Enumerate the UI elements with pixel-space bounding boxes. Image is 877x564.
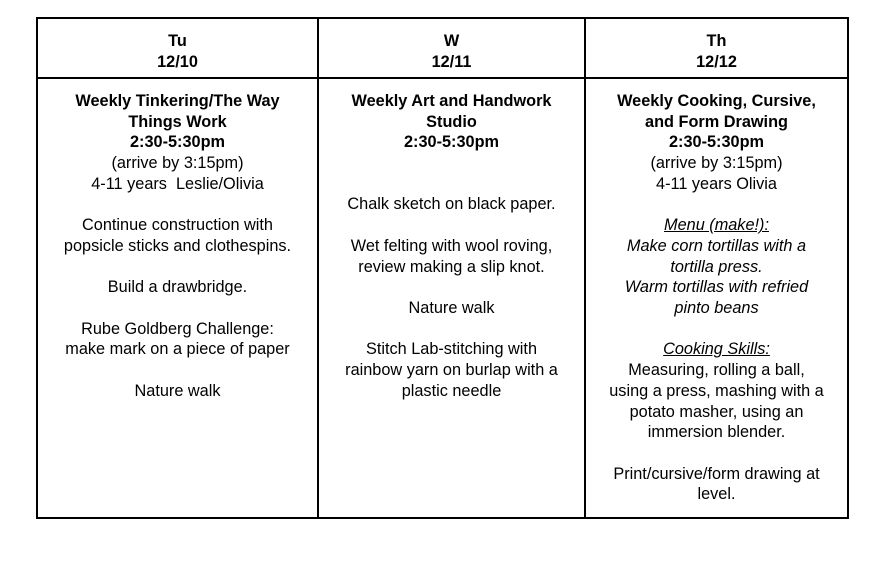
spacer [319,319,584,340]
class-time: 2:30-5:30pm [668,133,765,152]
class-title: Weekly Tinkering/The Way [75,92,280,110]
activity-text: Rube Goldberg Challenge: [81,319,274,338]
ages-teachers: 4-11 years Olivia [656,174,777,193]
class-title: Weekly Art and Handwork [351,92,552,110]
activity-text: review making a slip knot. [358,257,545,276]
class-title: Weekly Cooking, Cursive, [617,92,816,110]
menu-text: tortilla press. [670,257,763,276]
activity-text: Stitch Lab-stitching with [365,340,538,359]
spacer [319,215,584,236]
menu-text: pinto beans [674,299,759,318]
activity-text: rainbow yarn on burlap with a [345,361,558,380]
spacer [586,443,847,464]
spacer [586,319,847,340]
spacer [319,174,584,195]
tuesday-cell [37,78,318,518]
day-label: Tu [168,32,187,50]
menu-text: Make corn tortillas with a [626,236,807,255]
activity-text: plastic needle [401,381,502,400]
date-label: 12/10 [157,52,198,71]
activity-text: popsicle sticks and clothespins. [63,236,292,255]
class-title: Things Work [128,112,227,131]
writing-text: level. [697,485,736,504]
arrive-note: (arrive by 3:15pm) [650,154,783,173]
activity-text: Wet felting with wool roving, [350,236,553,255]
day-label: W [443,32,460,50]
activity-text: Nature walk [408,298,495,317]
spacer [38,298,317,319]
spacer [319,153,584,174]
skills-text: Measuring, rolling a ball, [628,361,805,380]
activity-text: Build a drawbridge. [107,278,248,297]
arrive-note: (arrive by 3:15pm) [111,154,244,173]
class-time: 2:30-5:30pm [403,133,500,152]
spacer [38,360,317,381]
header-tuesday [37,18,318,78]
skills-text: immersion blender. [647,423,786,442]
date-label: 12/11 [431,52,472,71]
spacer [38,195,317,216]
thursday-cell [585,78,848,518]
date-label: 12/12 [696,52,737,71]
header-thursday [585,18,848,78]
schedule-table [36,17,849,519]
activity-text: Chalk sketch on black paper. [347,195,556,214]
spacer [319,277,584,298]
skills-heading: Cooking Skills: [663,340,770,359]
header-wednesday [318,18,585,78]
content-row [37,78,848,518]
writing-text: Print/cursive/form drawing at [613,464,820,483]
spacer [38,257,317,278]
activity-text: Nature walk [134,381,221,400]
menu-heading: Menu (make!): [664,216,769,235]
class-title: Studio [426,112,477,131]
spacer [586,195,847,216]
class-title: and Form Drawing [645,112,788,131]
skills-text: potato masher, using an [629,402,804,421]
ages-teachers: 4-11 years Leslie/Olivia [91,174,264,193]
class-time: 2:30-5:30pm [129,133,226,152]
skills-text: using a press, mashing with a [609,381,824,400]
day-label: Th [706,32,727,50]
activity-text: make mark on a piece of paper [65,340,290,359]
wednesday-cell [318,78,585,518]
header-row [37,18,848,78]
activity-text: Continue construction with [82,216,273,235]
menu-text: Warm tortillas with refried [624,278,809,297]
